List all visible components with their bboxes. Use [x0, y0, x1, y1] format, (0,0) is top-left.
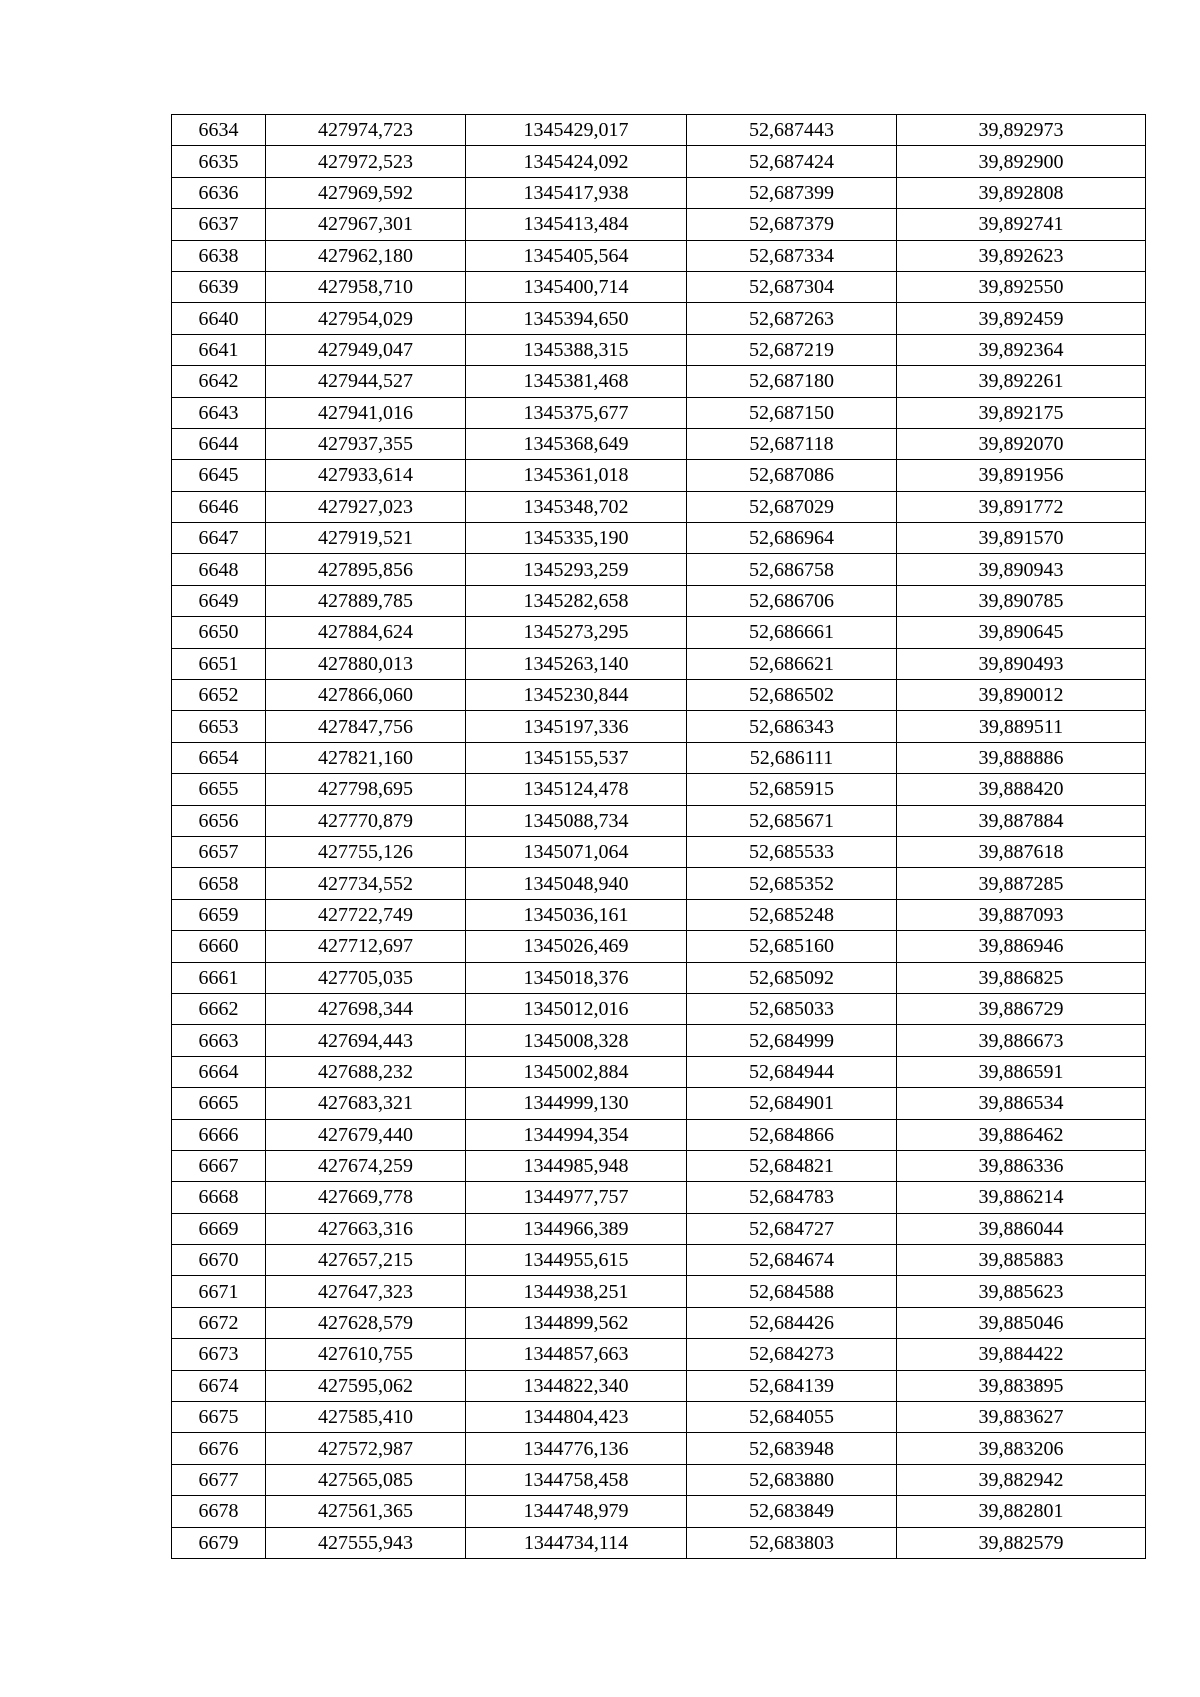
latitude-cell: 52,685033	[687, 993, 897, 1024]
point-number-cell: 6671	[172, 1276, 266, 1307]
longitude-cell: 39,886673	[897, 1025, 1146, 1056]
point-number-cell: 6660	[172, 931, 266, 962]
x-coordinate-cell: 427755,126	[266, 836, 466, 867]
table-row	[172, 1402, 1146, 1433]
point-number-cell: 6667	[172, 1150, 266, 1181]
point-number-cell: 6659	[172, 899, 266, 930]
latitude-cell: 52,683948	[687, 1433, 897, 1464]
longitude-cell: 39,891772	[897, 491, 1146, 522]
point-number-cell: 6662	[172, 993, 266, 1024]
point-number-cell: 6657	[172, 836, 266, 867]
point-number-cell: 6639	[172, 271, 266, 302]
point-number-cell: 6670	[172, 1245, 266, 1276]
y-coordinate-cell: 1345282,658	[466, 585, 687, 616]
longitude-cell: 39,890012	[897, 680, 1146, 711]
point-number-cell: 6677	[172, 1464, 266, 1495]
point-number-cell: 6663	[172, 1025, 266, 1056]
y-coordinate-cell: 1345293,259	[466, 554, 687, 585]
longitude-cell: 39,892364	[897, 334, 1146, 365]
longitude-cell: 39,886946	[897, 931, 1146, 962]
y-coordinate-cell: 1344938,251	[466, 1276, 687, 1307]
x-coordinate-cell: 427937,355	[266, 428, 466, 459]
x-coordinate-cell: 427880,013	[266, 648, 466, 679]
latitude-cell: 52,687086	[687, 460, 897, 491]
x-coordinate-cell: 427694,443	[266, 1025, 466, 1056]
point-number-cell: 6642	[172, 366, 266, 397]
y-coordinate-cell: 1345424,092	[466, 146, 687, 177]
table-row	[172, 115, 1146, 146]
latitude-cell: 52,686758	[687, 554, 897, 585]
latitude-cell: 52,687029	[687, 491, 897, 522]
point-number-cell: 6652	[172, 680, 266, 711]
latitude-cell: 52,687304	[687, 271, 897, 302]
x-coordinate-cell: 427941,016	[266, 397, 466, 428]
y-coordinate-cell: 1345413,484	[466, 209, 687, 240]
longitude-cell: 39,891956	[897, 460, 1146, 491]
y-coordinate-cell: 1344822,340	[466, 1370, 687, 1401]
point-number-cell: 6645	[172, 460, 266, 491]
latitude-cell: 52,684901	[687, 1088, 897, 1119]
x-coordinate-cell: 427674,259	[266, 1150, 466, 1181]
x-coordinate-cell: 427847,756	[266, 711, 466, 742]
x-coordinate-cell: 427712,697	[266, 931, 466, 962]
y-coordinate-cell: 1345400,714	[466, 271, 687, 302]
latitude-cell: 52,685248	[687, 899, 897, 930]
y-coordinate-cell: 1344776,136	[466, 1433, 687, 1464]
table-row	[172, 993, 1146, 1024]
latitude-cell: 52,687379	[687, 209, 897, 240]
point-number-cell: 6655	[172, 774, 266, 805]
table-row	[172, 1370, 1146, 1401]
point-number-cell: 6650	[172, 617, 266, 648]
longitude-cell: 39,886825	[897, 962, 1146, 993]
table-row	[172, 1213, 1146, 1244]
latitude-cell: 52,685533	[687, 836, 897, 867]
latitude-cell: 52,684727	[687, 1213, 897, 1244]
point-number-cell: 6636	[172, 177, 266, 208]
table-row	[172, 774, 1146, 805]
longitude-cell: 39,887884	[897, 805, 1146, 836]
x-coordinate-cell: 427974,723	[266, 115, 466, 146]
table-row	[172, 1119, 1146, 1150]
point-number-cell: 6669	[172, 1213, 266, 1244]
latitude-cell: 52,686706	[687, 585, 897, 616]
table-row	[172, 209, 1146, 240]
longitude-cell: 39,884422	[897, 1339, 1146, 1370]
x-coordinate-cell: 427688,232	[266, 1056, 466, 1087]
x-coordinate-cell: 427705,035	[266, 962, 466, 993]
x-coordinate-cell: 427595,062	[266, 1370, 466, 1401]
longitude-cell: 39,890645	[897, 617, 1146, 648]
point-number-cell: 6665	[172, 1088, 266, 1119]
latitude-cell: 52,687399	[687, 177, 897, 208]
y-coordinate-cell: 1344748,979	[466, 1496, 687, 1527]
x-coordinate-cell: 427647,323	[266, 1276, 466, 1307]
longitude-cell: 39,882579	[897, 1527, 1146, 1558]
table-row	[172, 271, 1146, 302]
latitude-cell: 52,687334	[687, 240, 897, 271]
y-coordinate-cell: 1345008,328	[466, 1025, 687, 1056]
y-coordinate-cell: 1344999,130	[466, 1088, 687, 1119]
latitude-cell: 52,686661	[687, 617, 897, 648]
y-coordinate-cell: 1344985,948	[466, 1150, 687, 1181]
latitude-cell: 52,687424	[687, 146, 897, 177]
latitude-cell: 52,684139	[687, 1370, 897, 1401]
y-coordinate-cell: 1344857,663	[466, 1339, 687, 1370]
longitude-cell: 39,889511	[897, 711, 1146, 742]
table-row	[172, 1433, 1146, 1464]
table-row	[172, 334, 1146, 365]
longitude-cell: 39,885046	[897, 1307, 1146, 1338]
x-coordinate-cell: 427555,943	[266, 1527, 466, 1558]
latitude-cell: 52,685671	[687, 805, 897, 836]
x-coordinate-cell: 427889,785	[266, 585, 466, 616]
table-row	[172, 899, 1146, 930]
longitude-cell: 39,887618	[897, 836, 1146, 867]
y-coordinate-cell: 1344804,423	[466, 1402, 687, 1433]
longitude-cell: 39,888886	[897, 742, 1146, 773]
longitude-cell: 39,892741	[897, 209, 1146, 240]
x-coordinate-cell: 427972,523	[266, 146, 466, 177]
latitude-cell: 52,684999	[687, 1025, 897, 1056]
x-coordinate-cell: 427565,085	[266, 1464, 466, 1495]
y-coordinate-cell: 1345026,469	[466, 931, 687, 962]
longitude-cell: 39,883206	[897, 1433, 1146, 1464]
x-coordinate-cell: 427949,047	[266, 334, 466, 365]
x-coordinate-cell: 427669,778	[266, 1182, 466, 1213]
point-number-cell: 6672	[172, 1307, 266, 1338]
table-row	[172, 648, 1146, 679]
table-row	[172, 1088, 1146, 1119]
longitude-cell: 39,892900	[897, 146, 1146, 177]
table-row	[172, 491, 1146, 522]
table-row	[172, 680, 1146, 711]
y-coordinate-cell: 1345197,336	[466, 711, 687, 742]
point-number-cell: 6658	[172, 868, 266, 899]
table-row	[172, 1245, 1146, 1276]
table-row	[172, 931, 1146, 962]
point-number-cell: 6674	[172, 1370, 266, 1401]
point-number-cell: 6666	[172, 1119, 266, 1150]
point-number-cell: 6673	[172, 1339, 266, 1370]
latitude-cell: 52,687263	[687, 303, 897, 334]
longitude-cell: 39,891570	[897, 523, 1146, 554]
table-row	[172, 303, 1146, 334]
x-coordinate-cell: 427722,749	[266, 899, 466, 930]
point-number-cell: 6649	[172, 585, 266, 616]
y-coordinate-cell: 1345417,938	[466, 177, 687, 208]
x-coordinate-cell: 427683,321	[266, 1088, 466, 1119]
y-coordinate-cell: 1345388,315	[466, 334, 687, 365]
latitude-cell: 52,684866	[687, 1119, 897, 1150]
y-coordinate-cell: 1345002,884	[466, 1056, 687, 1087]
x-coordinate-cell: 427884,624	[266, 617, 466, 648]
x-coordinate-cell: 427895,856	[266, 554, 466, 585]
table-row	[172, 1307, 1146, 1338]
latitude-cell: 52,687180	[687, 366, 897, 397]
y-coordinate-cell: 1344899,562	[466, 1307, 687, 1338]
longitude-cell: 39,890943	[897, 554, 1146, 585]
y-coordinate-cell: 1344966,389	[466, 1213, 687, 1244]
longitude-cell: 39,882942	[897, 1464, 1146, 1495]
table-row	[172, 523, 1146, 554]
table-row	[172, 1339, 1146, 1370]
x-coordinate-cell: 427954,029	[266, 303, 466, 334]
longitude-cell: 39,892175	[897, 397, 1146, 428]
table-row	[172, 742, 1146, 773]
point-number-cell: 6637	[172, 209, 266, 240]
longitude-cell: 39,892261	[897, 366, 1146, 397]
latitude-cell: 52,684426	[687, 1307, 897, 1338]
longitude-cell: 39,892459	[897, 303, 1146, 334]
x-coordinate-cell: 427919,521	[266, 523, 466, 554]
point-number-cell: 6678	[172, 1496, 266, 1527]
y-coordinate-cell: 1345429,017	[466, 115, 687, 146]
x-coordinate-cell: 427969,592	[266, 177, 466, 208]
coordinates-table	[171, 114, 1146, 1559]
table-row	[172, 460, 1146, 491]
latitude-cell: 52,685915	[687, 774, 897, 805]
table-row	[172, 146, 1146, 177]
table-row	[172, 1276, 1146, 1307]
point-number-cell: 6654	[172, 742, 266, 773]
table-row	[172, 177, 1146, 208]
x-coordinate-cell: 427663,316	[266, 1213, 466, 1244]
longitude-cell: 39,883627	[897, 1402, 1146, 1433]
latitude-cell: 52,684674	[687, 1245, 897, 1276]
latitude-cell: 52,684944	[687, 1056, 897, 1087]
y-coordinate-cell: 1345036,161	[466, 899, 687, 930]
latitude-cell: 52,686502	[687, 680, 897, 711]
y-coordinate-cell: 1345071,064	[466, 836, 687, 867]
point-number-cell: 6679	[172, 1527, 266, 1558]
longitude-cell: 39,890493	[897, 648, 1146, 679]
latitude-cell: 52,684783	[687, 1182, 897, 1213]
point-number-cell: 6668	[172, 1182, 266, 1213]
y-coordinate-cell: 1345263,140	[466, 648, 687, 679]
latitude-cell: 52,683803	[687, 1527, 897, 1558]
longitude-cell: 39,886462	[897, 1119, 1146, 1150]
longitude-cell: 39,883895	[897, 1370, 1146, 1401]
x-coordinate-cell: 427561,365	[266, 1496, 466, 1527]
y-coordinate-cell: 1345124,478	[466, 774, 687, 805]
longitude-cell: 39,892550	[897, 271, 1146, 302]
point-number-cell: 6676	[172, 1433, 266, 1464]
y-coordinate-cell: 1344758,458	[466, 1464, 687, 1495]
point-number-cell: 6651	[172, 648, 266, 679]
y-coordinate-cell: 1345088,734	[466, 805, 687, 836]
point-number-cell: 6675	[172, 1402, 266, 1433]
y-coordinate-cell: 1345155,537	[466, 742, 687, 773]
x-coordinate-cell: 427821,160	[266, 742, 466, 773]
x-coordinate-cell: 427734,552	[266, 868, 466, 899]
table-row	[172, 1496, 1146, 1527]
longitude-cell: 39,886214	[897, 1182, 1146, 1213]
x-coordinate-cell: 427933,614	[266, 460, 466, 491]
table-row	[172, 711, 1146, 742]
latitude-cell: 52,683880	[687, 1464, 897, 1495]
longitude-cell: 39,886044	[897, 1213, 1146, 1244]
latitude-cell: 52,684821	[687, 1150, 897, 1181]
table-row	[172, 617, 1146, 648]
longitude-cell: 39,892070	[897, 428, 1146, 459]
x-coordinate-cell: 427698,344	[266, 993, 466, 1024]
y-coordinate-cell: 1344977,757	[466, 1182, 687, 1213]
point-number-cell: 6635	[172, 146, 266, 177]
table-row	[172, 836, 1146, 867]
y-coordinate-cell: 1345394,650	[466, 303, 687, 334]
latitude-cell: 52,687118	[687, 428, 897, 459]
y-coordinate-cell: 1345405,564	[466, 240, 687, 271]
point-number-cell: 6644	[172, 428, 266, 459]
x-coordinate-cell: 427657,215	[266, 1245, 466, 1276]
table-row	[172, 962, 1146, 993]
table-row	[172, 1527, 1146, 1558]
point-number-cell: 6647	[172, 523, 266, 554]
table-row	[172, 1464, 1146, 1495]
longitude-cell: 39,886534	[897, 1088, 1146, 1119]
longitude-cell: 39,888420	[897, 774, 1146, 805]
x-coordinate-cell: 427944,527	[266, 366, 466, 397]
point-number-cell: 6641	[172, 334, 266, 365]
y-coordinate-cell: 1345273,295	[466, 617, 687, 648]
y-coordinate-cell: 1344994,354	[466, 1119, 687, 1150]
y-coordinate-cell: 1345018,376	[466, 962, 687, 993]
latitude-cell: 52,683849	[687, 1496, 897, 1527]
y-coordinate-cell: 1345230,844	[466, 680, 687, 711]
table-row	[172, 428, 1146, 459]
longitude-cell: 39,887285	[897, 868, 1146, 899]
x-coordinate-cell: 427770,879	[266, 805, 466, 836]
table-row	[172, 1025, 1146, 1056]
longitude-cell: 39,890785	[897, 585, 1146, 616]
point-number-cell: 6664	[172, 1056, 266, 1087]
table-row	[172, 585, 1146, 616]
point-number-cell: 6656	[172, 805, 266, 836]
x-coordinate-cell: 427958,710	[266, 271, 466, 302]
table-row	[172, 868, 1146, 899]
x-coordinate-cell: 427967,301	[266, 209, 466, 240]
latitude-cell: 52,687150	[687, 397, 897, 428]
longitude-cell: 39,892973	[897, 115, 1146, 146]
point-number-cell: 6661	[172, 962, 266, 993]
latitude-cell: 52,685352	[687, 868, 897, 899]
longitude-cell: 39,886729	[897, 993, 1146, 1024]
longitude-cell: 39,885623	[897, 1276, 1146, 1307]
latitude-cell: 52,685160	[687, 931, 897, 962]
y-coordinate-cell: 1345361,018	[466, 460, 687, 491]
y-coordinate-cell: 1345048,940	[466, 868, 687, 899]
x-coordinate-cell: 427679,440	[266, 1119, 466, 1150]
y-coordinate-cell: 1345012,016	[466, 993, 687, 1024]
x-coordinate-cell: 427866,060	[266, 680, 466, 711]
point-number-cell: 6640	[172, 303, 266, 334]
longitude-cell: 39,886336	[897, 1150, 1146, 1181]
x-coordinate-cell: 427610,755	[266, 1339, 466, 1370]
longitude-cell: 39,892808	[897, 177, 1146, 208]
latitude-cell: 52,684055	[687, 1402, 897, 1433]
point-number-cell: 6643	[172, 397, 266, 428]
x-coordinate-cell: 427927,023	[266, 491, 466, 522]
table-row	[172, 397, 1146, 428]
longitude-cell: 39,887093	[897, 899, 1146, 930]
y-coordinate-cell: 1345335,190	[466, 523, 687, 554]
table-row	[172, 240, 1146, 271]
y-coordinate-cell: 1344734,114	[466, 1527, 687, 1558]
table-row	[172, 554, 1146, 585]
y-coordinate-cell: 1345375,677	[466, 397, 687, 428]
x-coordinate-cell: 427962,180	[266, 240, 466, 271]
latitude-cell: 52,684588	[687, 1276, 897, 1307]
latitude-cell: 52,684273	[687, 1339, 897, 1370]
point-number-cell: 6648	[172, 554, 266, 585]
table-row	[172, 1150, 1146, 1181]
point-number-cell: 6634	[172, 115, 266, 146]
x-coordinate-cell: 427585,410	[266, 1402, 466, 1433]
coordinates-table-body	[172, 115, 1146, 1559]
y-coordinate-cell: 1345348,702	[466, 491, 687, 522]
table-row	[172, 805, 1146, 836]
latitude-cell: 52,686964	[687, 523, 897, 554]
point-number-cell: 6638	[172, 240, 266, 271]
table-row	[172, 1182, 1146, 1213]
longitude-cell: 39,892623	[897, 240, 1146, 271]
latitude-cell: 52,687219	[687, 334, 897, 365]
x-coordinate-cell: 427798,695	[266, 774, 466, 805]
latitude-cell: 52,686111	[687, 742, 897, 773]
latitude-cell: 52,685092	[687, 962, 897, 993]
latitude-cell: 52,687443	[687, 115, 897, 146]
y-coordinate-cell: 1344955,615	[466, 1245, 687, 1276]
longitude-cell: 39,882801	[897, 1496, 1146, 1527]
point-number-cell: 6653	[172, 711, 266, 742]
y-coordinate-cell: 1345368,649	[466, 428, 687, 459]
table-row	[172, 1056, 1146, 1087]
point-number-cell: 6646	[172, 491, 266, 522]
x-coordinate-cell: 427572,987	[266, 1433, 466, 1464]
latitude-cell: 52,686621	[687, 648, 897, 679]
y-coordinate-cell: 1345381,468	[466, 366, 687, 397]
x-coordinate-cell: 427628,579	[266, 1307, 466, 1338]
longitude-cell: 39,885883	[897, 1245, 1146, 1276]
latitude-cell: 52,686343	[687, 711, 897, 742]
table-row	[172, 366, 1146, 397]
longitude-cell: 39,886591	[897, 1056, 1146, 1087]
